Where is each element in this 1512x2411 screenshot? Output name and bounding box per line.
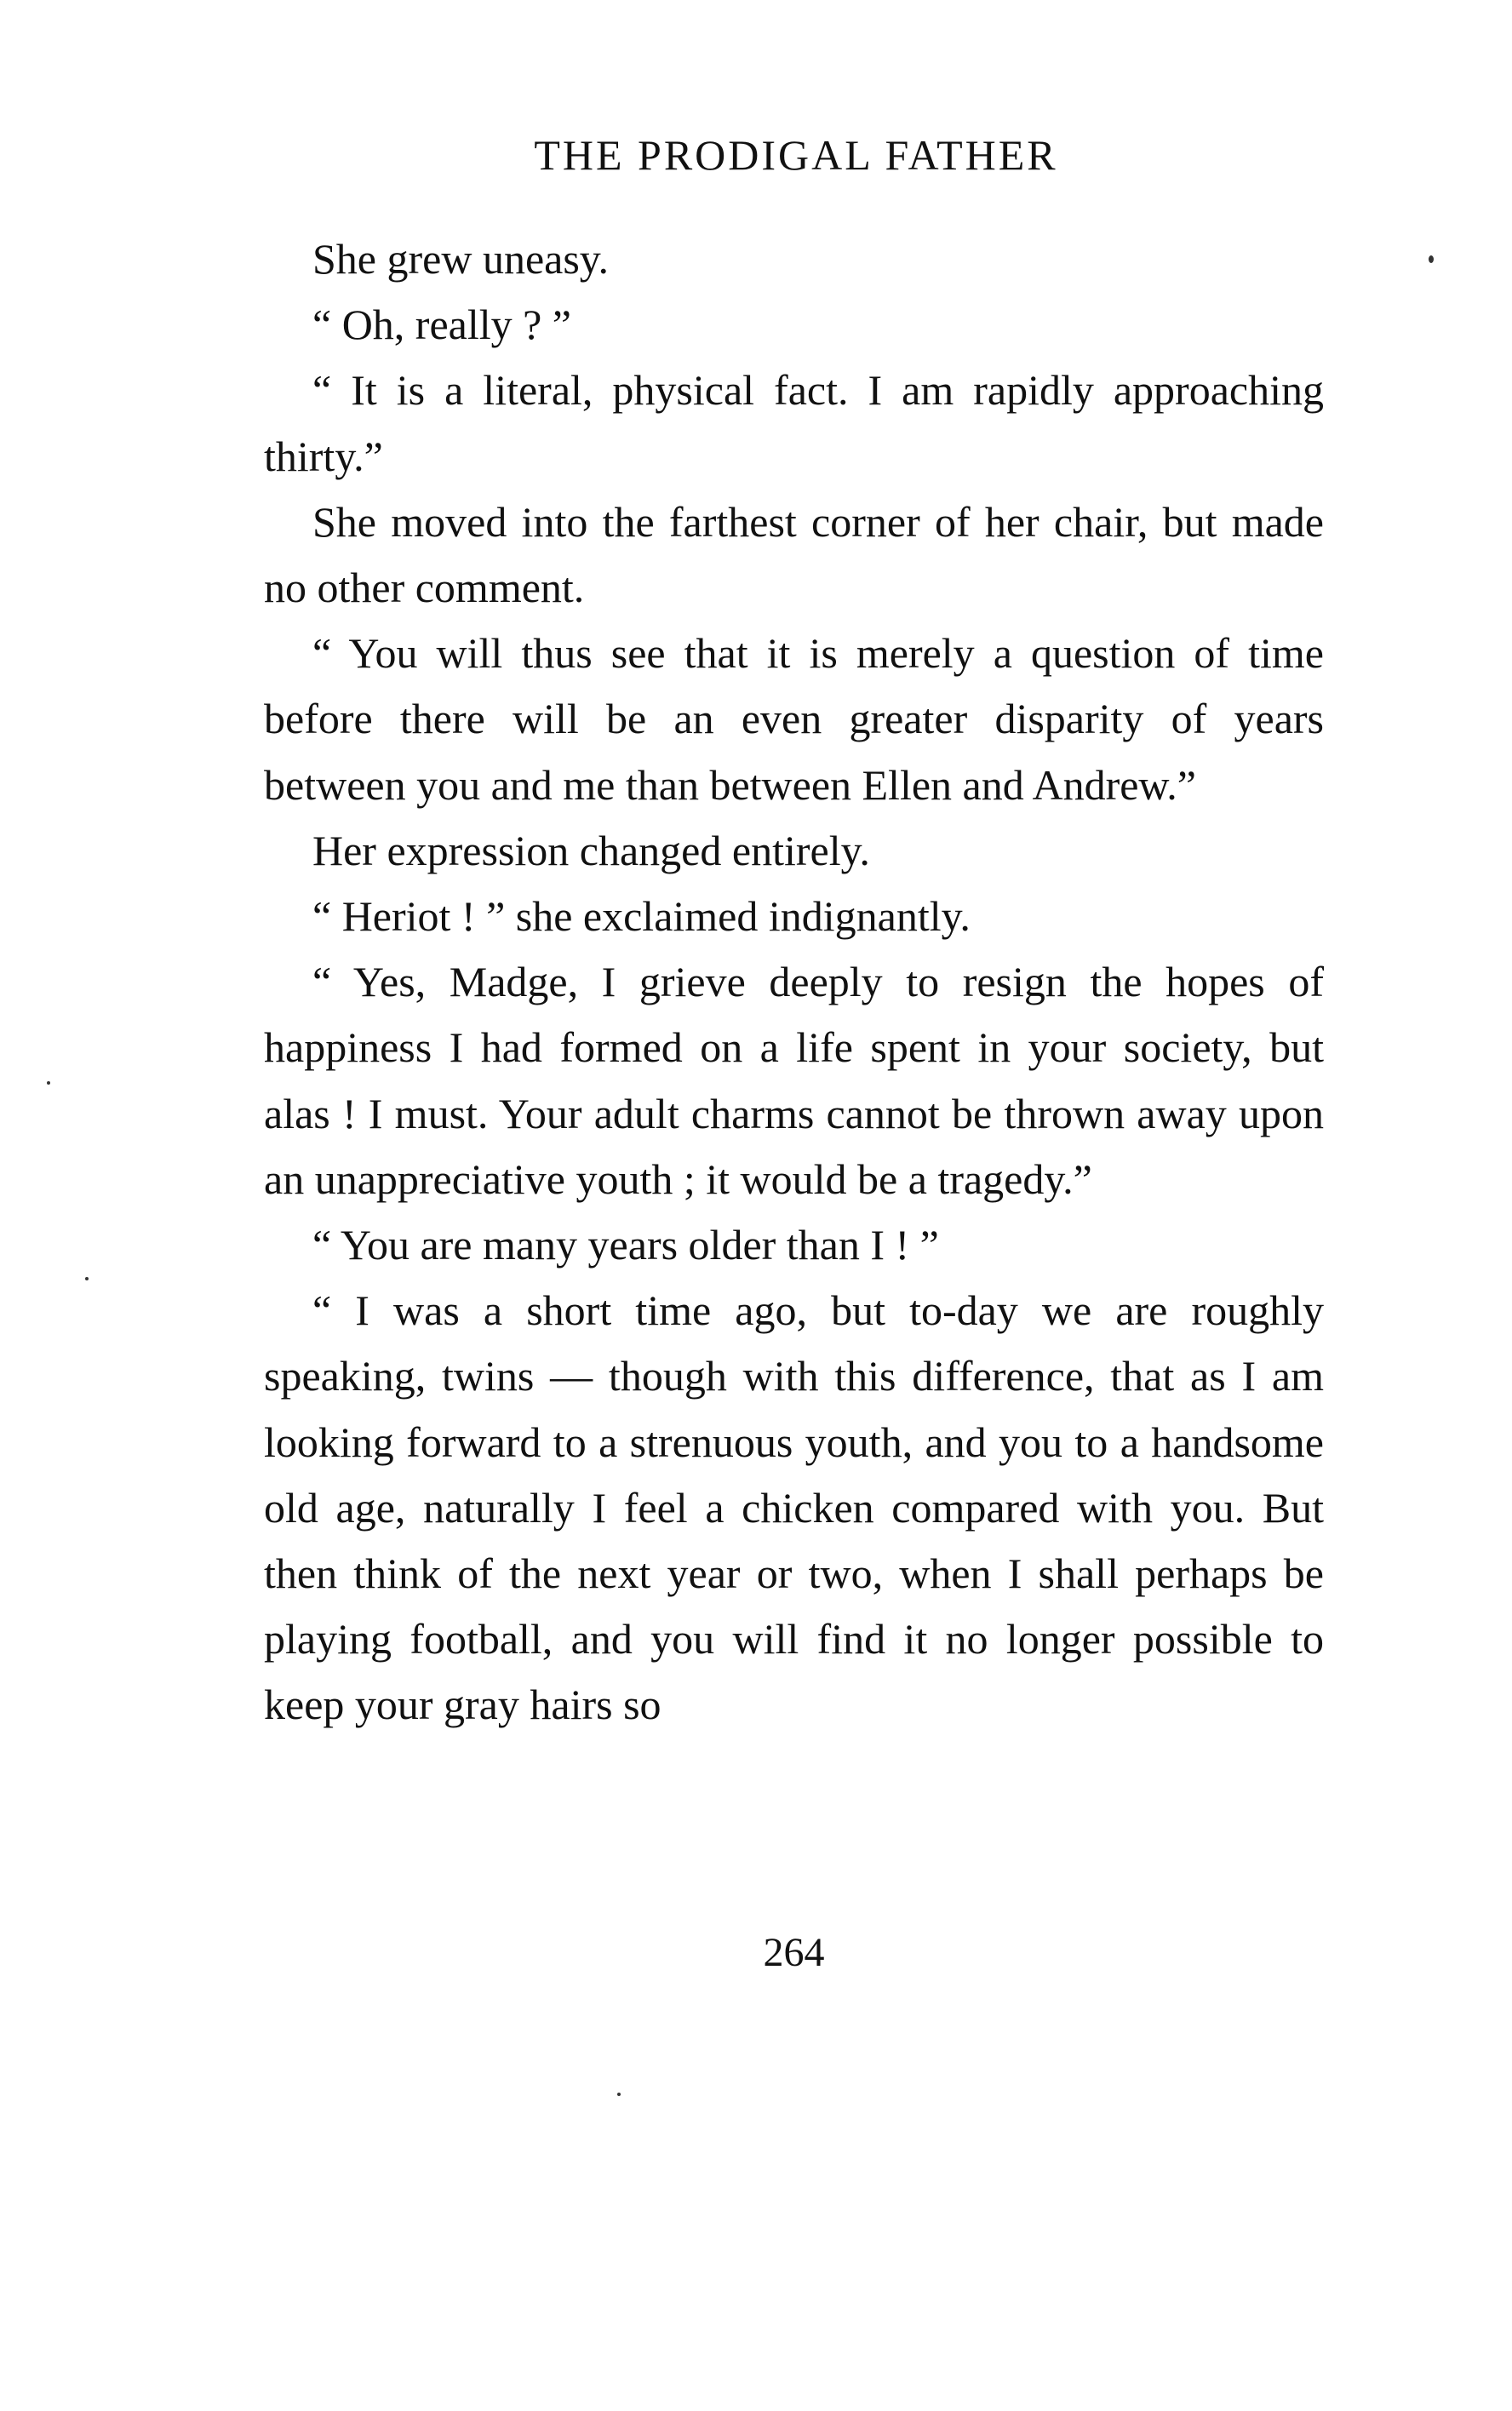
paragraph: “ I was a short time ago, but to-day we are roughly speaking, twins — though with this difference, that as I am looking forward to a strenuous youth, and you to a handsome old age, naturally I feel a chicken compared with you. But then think of the next year or two, when I shall perhaps be playing football, and you will find it no longer possible to keep your gray hairs so xyxy=(264,1286,1324,1729)
scan-speck xyxy=(617,2093,621,2096)
page-number: 264 xyxy=(763,1930,825,1975)
body-text xyxy=(264,226,1324,1738)
paragraph: “ You will thus see that it is merely a question of time before there will be an even greater disparity of years between you and me than between Ellen and Andrew.” xyxy=(264,629,1324,809)
paragraph: “ Oh, really ? ” xyxy=(312,301,572,349)
paragraph: She moved into the farthest corner of her chair, but made no other comment. xyxy=(264,497,1324,612)
paragraph: “ Yes, Madge, I grieve deeply to resign the hopes of happiness I had formed on a life spent in your society, but alas ! I must. Your adult charms cannot be thrown away upon an unappreciative youth ; it would be a tragedy.” xyxy=(264,958,1324,1203)
paragraph: She grew uneasy. xyxy=(312,235,610,283)
paragraph: “ You are many years older than I ! ” xyxy=(312,1221,939,1269)
scan-speck xyxy=(47,1081,50,1085)
scan-speck xyxy=(85,1277,89,1280)
scan-speck xyxy=(1429,255,1434,263)
paragraph: “ It is a literal, physical fact. I am rapidly approaching thirty.” xyxy=(264,366,1324,480)
running-head: THE PRODIGAL FATHER xyxy=(534,131,1058,179)
paragraph: “ Heriot ! ” she exclaimed indignantly. xyxy=(312,892,971,941)
paragraph: Her expression changed entirely. xyxy=(312,826,870,874)
